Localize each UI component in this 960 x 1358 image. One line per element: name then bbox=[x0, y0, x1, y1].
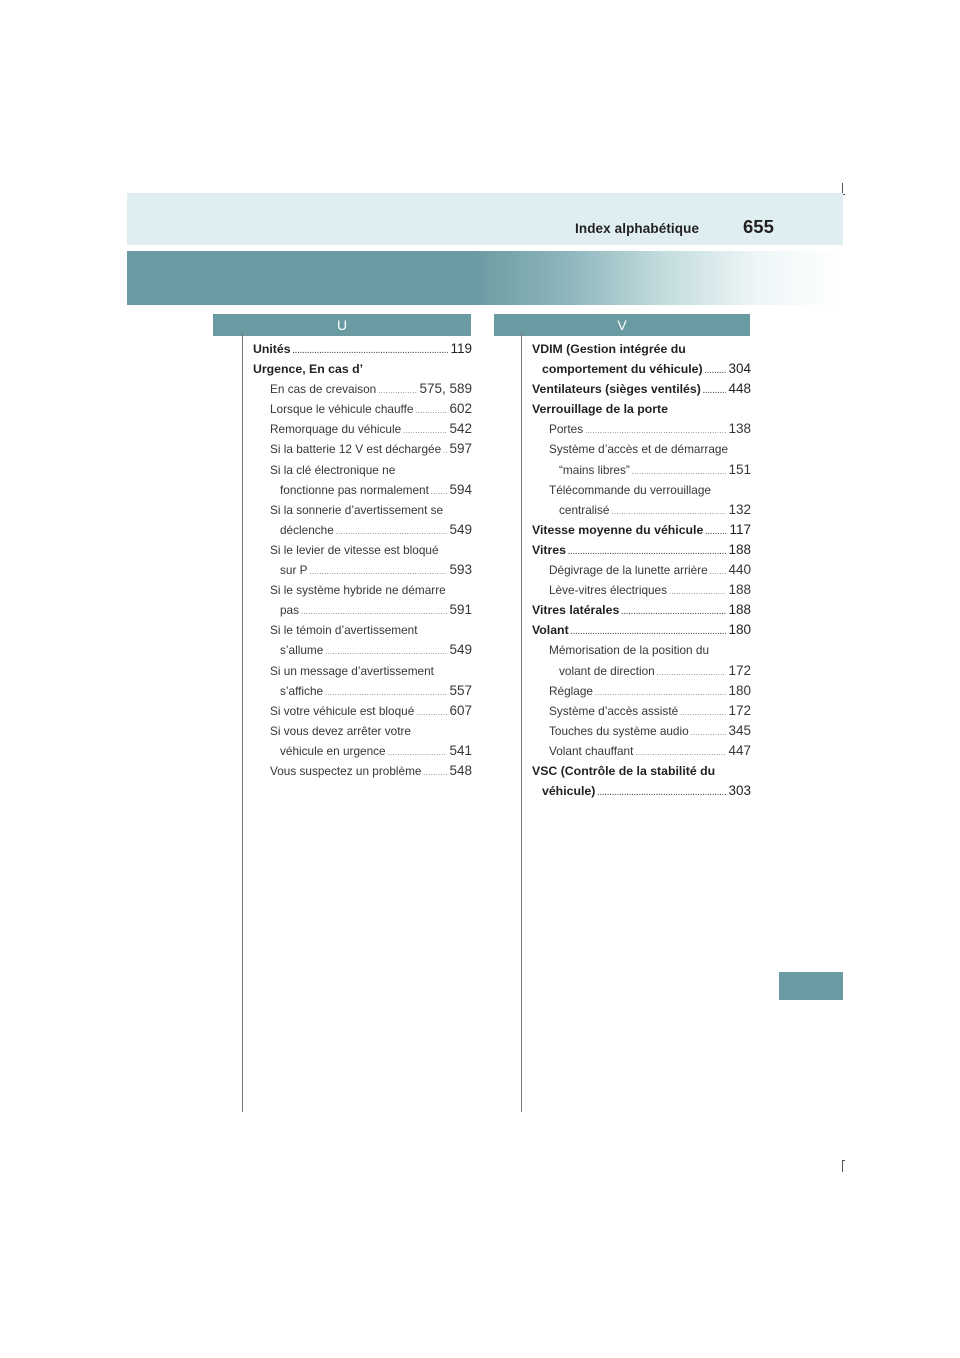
index-entry-page: 303 bbox=[728, 783, 751, 799]
index-entry bbox=[253, 681, 472, 701]
dot-leader bbox=[597, 784, 726, 804]
column-rule bbox=[521, 333, 522, 1112]
index-entry bbox=[253, 600, 472, 620]
index-entry-page: 440 bbox=[728, 562, 751, 578]
index-entry-text: Volant bbox=[532, 623, 569, 638]
index-entry-text: Si vous devez arrêter votre bbox=[270, 723, 411, 738]
index-entry-page: 541 bbox=[449, 742, 472, 758]
index-entry bbox=[532, 620, 751, 640]
index-entry bbox=[532, 761, 751, 781]
index-entry-text: Si la batterie 12 V est déchargée bbox=[270, 442, 442, 457]
index-entry bbox=[253, 359, 472, 379]
index-entry bbox=[532, 439, 751, 459]
index-entry-text: Remorquage du véhicule bbox=[270, 422, 402, 437]
index-entry-text: Si la clé électronique ne bbox=[270, 462, 396, 477]
index-entry-text: Lève-vitres électriques bbox=[549, 583, 668, 598]
index-entry-text: VDIM (Gestion intégrée du bbox=[532, 342, 686, 356]
index-entry-text: Si un message d’avertissement bbox=[270, 663, 434, 678]
index-entry bbox=[253, 741, 472, 761]
index-entry-text: “mains libres” bbox=[559, 462, 630, 477]
index-entry bbox=[532, 661, 751, 681]
index-entry-text: Vous suspectez un problème bbox=[270, 763, 422, 778]
index-entry-text: Système d’accès et de démarrage bbox=[549, 442, 729, 457]
index-entry-text: Si le système hybride ne démarre bbox=[270, 583, 446, 598]
index-entry-text: sur P bbox=[280, 563, 308, 578]
index-entry-page: 597 bbox=[449, 441, 472, 457]
index-entry-page: 448 bbox=[728, 381, 751, 397]
index-entry-page: 575, 589 bbox=[419, 381, 472, 397]
index-entry-text: Ventilateurs (sièges ventilés) bbox=[532, 382, 701, 397]
index-entry-page: 180 bbox=[728, 622, 751, 638]
index-entry-text: Réglage bbox=[549, 683, 593, 698]
index-entry bbox=[253, 580, 472, 600]
index-entry-text: Système d’accès assisté bbox=[549, 703, 679, 718]
index-entry-text: VSC (Contrôle de la stabilité du bbox=[532, 763, 716, 778]
index-entry bbox=[253, 399, 472, 419]
index-entry-text: En cas de crevaison bbox=[270, 382, 377, 397]
index-entry bbox=[532, 379, 751, 399]
index-entry-page: 549 bbox=[449, 521, 472, 537]
index-entry-page: 138 bbox=[728, 421, 751, 437]
header-band bbox=[127, 193, 843, 245]
index-entry bbox=[532, 741, 751, 761]
index-entry-page: 172 bbox=[728, 702, 751, 718]
index-entry-text: Unités bbox=[253, 342, 291, 356]
index-entry-page: 594 bbox=[449, 481, 472, 497]
index-entry-text: Vitesse moyenne du véhicule bbox=[532, 522, 704, 537]
index-entry bbox=[253, 439, 472, 459]
index-entry-text: fonctionne pas normalement bbox=[280, 482, 429, 497]
index-entry bbox=[253, 721, 472, 741]
index-entry bbox=[253, 560, 472, 580]
index-entry-page: 548 bbox=[449, 762, 472, 778]
index-entry-text: véhicule) bbox=[542, 784, 596, 799]
index-entry bbox=[532, 339, 751, 359]
index-entry bbox=[532, 520, 751, 540]
section-tab bbox=[779, 972, 843, 1000]
crop-mark bbox=[842, 1160, 843, 1172]
index-entry-page: 593 bbox=[449, 562, 472, 578]
column-rule bbox=[242, 333, 243, 1112]
index-entry-page: 345 bbox=[728, 722, 751, 738]
index-entry-text: Mémorisation de la position du bbox=[549, 643, 710, 658]
index-entry bbox=[532, 500, 751, 520]
index-entry-text: Si votre véhicule est bloqué bbox=[270, 703, 415, 718]
index-entry-text: Touches du système audio bbox=[549, 723, 689, 738]
index-entry-text: Portes bbox=[549, 422, 584, 437]
index-entry bbox=[532, 480, 751, 500]
index-entry bbox=[253, 500, 472, 520]
index-entry-page: 151 bbox=[728, 461, 751, 477]
index-entry bbox=[253, 640, 472, 660]
index-entry-page: 549 bbox=[449, 642, 472, 658]
index-entry-text: centralisé bbox=[559, 502, 610, 517]
index-entry-page: 117 bbox=[729, 521, 751, 537]
index-entry-text: s’affiche bbox=[280, 683, 324, 698]
index-entry-text: Vitres latérales bbox=[532, 603, 620, 618]
index-entry bbox=[532, 640, 751, 660]
index-entry-page: 447 bbox=[728, 742, 751, 758]
decorative-band bbox=[127, 251, 843, 305]
index-entry-text: déclenche bbox=[280, 522, 334, 537]
index-entry-page: 172 bbox=[728, 662, 751, 678]
index-entry bbox=[253, 480, 472, 500]
index-entry-text: Si le témoin d’avertissement bbox=[270, 623, 418, 638]
index-entry-text: Volant chauffant bbox=[549, 743, 634, 758]
index-entry bbox=[532, 781, 751, 801]
index-entry-text: Verrouillage de la porte bbox=[532, 402, 668, 417]
index-entry-page: 557 bbox=[449, 682, 472, 698]
index-entry-page: 591 bbox=[449, 602, 472, 618]
index-entry-page: 188 bbox=[728, 602, 751, 618]
index-entry-page: 602 bbox=[449, 401, 472, 417]
index-entry bbox=[253, 520, 472, 540]
index-entry-page: 304 bbox=[728, 361, 751, 377]
index-entry bbox=[532, 580, 751, 600]
index-entry bbox=[253, 701, 472, 721]
index-entry bbox=[532, 721, 751, 741]
index-entry bbox=[532, 399, 751, 419]
index-entry-text: Si la sonnerie d’avertissement se bbox=[270, 502, 444, 517]
letter-heading-v: V bbox=[494, 314, 750, 336]
index-entry bbox=[532, 540, 751, 560]
index-entry bbox=[253, 460, 472, 480]
index-entry-text: pas bbox=[280, 603, 300, 618]
index-entry-text: Télécommande du verrouillage bbox=[549, 482, 711, 497]
index-entry bbox=[532, 681, 751, 701]
index-entry-text: Lorsque le véhicule chauffe bbox=[270, 402, 414, 417]
page-number: 655 bbox=[743, 216, 774, 237]
index-entry bbox=[532, 600, 751, 620]
index-entry bbox=[532, 359, 751, 379]
index-entry bbox=[253, 540, 472, 560]
index-entry bbox=[532, 560, 751, 580]
index-entry-text: volant de direction bbox=[559, 663, 655, 678]
index-entry-page: 542 bbox=[449, 421, 472, 437]
index-entry-text: s’allume bbox=[280, 643, 324, 658]
index-entry bbox=[253, 661, 472, 681]
index-entry-page: 132 bbox=[728, 501, 751, 517]
index-entry-text: Dégivrage de la lunette arrière bbox=[549, 563, 708, 578]
dot-leader bbox=[424, 764, 448, 784]
index-entry-page: 180 bbox=[728, 682, 751, 698]
index-column-v bbox=[532, 339, 751, 801]
index-entry-page: 607 bbox=[449, 702, 472, 718]
index-entry bbox=[253, 419, 472, 439]
index-entry-text: Si le levier de vitesse est bloqué bbox=[270, 542, 439, 557]
index-entry bbox=[253, 339, 472, 359]
index-entry bbox=[532, 701, 751, 721]
index-entry-text: Urgence, En cas d’ bbox=[253, 362, 364, 377]
index-entry-page: 188 bbox=[728, 541, 751, 557]
index-entry bbox=[532, 460, 751, 480]
index-entry bbox=[532, 419, 751, 439]
letter-heading-u: U bbox=[213, 314, 471, 336]
index-entry bbox=[253, 620, 472, 640]
crop-mark bbox=[842, 1160, 845, 1161]
index-entry bbox=[253, 761, 472, 781]
index-entry-text: véhicule en urgence bbox=[280, 743, 386, 758]
index-column-u bbox=[253, 339, 472, 781]
header-title: Index alphabétique bbox=[575, 221, 700, 236]
index-entry-text: comportement du véhicule) bbox=[542, 362, 703, 377]
index-entry-text: Vitres bbox=[532, 542, 566, 557]
index-entry-page: 188 bbox=[728, 582, 751, 598]
index-entry-page: 119 bbox=[450, 341, 472, 356]
index-entry bbox=[253, 379, 472, 399]
